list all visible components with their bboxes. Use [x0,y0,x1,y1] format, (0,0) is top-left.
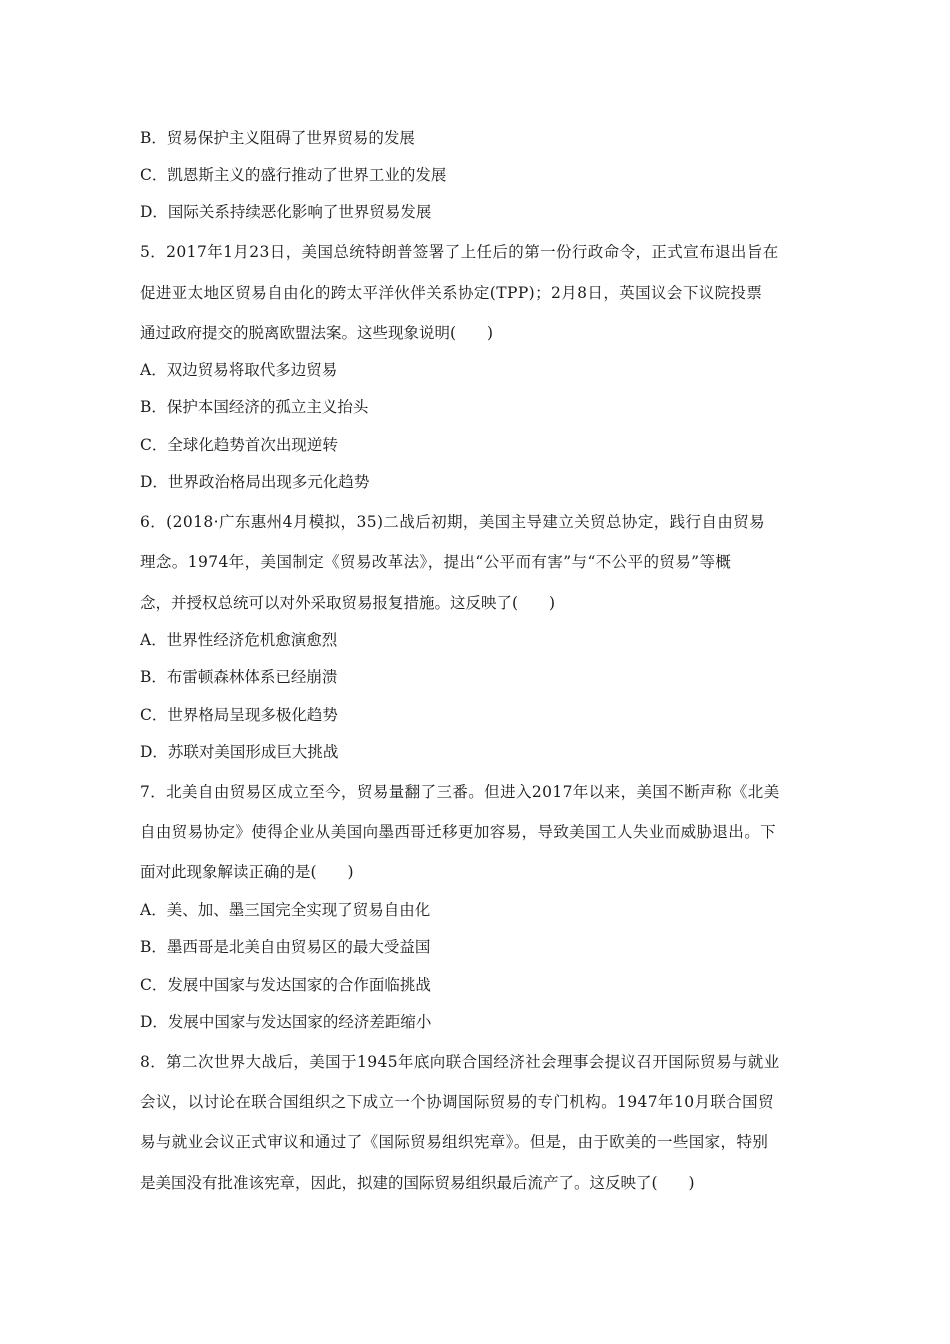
q5-stem-line-1: 5．2017年1月23日，美国总统特朗普签署了上任后的第一份行政命令，正式宣布退出旨在 [140,243,779,261]
q8-stem-line-1: 8．第二次世界大战后，美国于1945年底向联合国经济社会理事会提议召开国际贸易与就业 [140,1053,780,1071]
q7-option-b: B．墨西哥是北美自由贸易区的最大受益国 [140,938,431,956]
q7-stem-line-1: 7．北美自由贸易区成立至今，贸易量翻了三番。但进入2017年以来，美国不断声称《北美 [140,783,780,801]
q8-stem-line-2: 会议，以讨论在联合国组织之下成立一个协调国际贸易的专门机构。1947年10月联合国贸 [140,1093,774,1111]
q5-option-c: C．全球化趋势首次出现逆转 [140,436,338,454]
q4-option-b: B．贸易保护主义阻碍了世界贸易的发展 [140,129,415,147]
q6-option-c: C．世界格局呈现多极化趋势 [140,706,338,724]
q7-option-d: D．发展中国家与发达国家的经济差距缩小 [140,1013,432,1031]
q6-stem-line-2: 理念。1974年，美国制定《贸易改革法》，提出“公平而有害”与“不公平的贸易”等概 [140,553,732,571]
q4-option-d: D．国际关系持续恶化影响了世界贸易发展 [140,203,432,221]
q5-option-b: B．保护本国经济的孤立主义抬头 [140,398,369,416]
q5-stem-line-2: 促进亚太地区贸易自由化的跨太平洋伙伴关系协定(TPP)；2月8日，英国议会下议院投票 [140,284,763,302]
q6-option-d: D．苏联对美国形成巨大挑战 [140,743,339,761]
q4-option-c: C．凯恩斯主义的盛行推动了世界工业的发展 [140,166,447,184]
q6-option-b: B．布雷顿森林体系已经崩溃 [140,668,338,686]
q6-stem-line-3: 念，并授权总统可以对外采取贸易报复措施。这反映了( ) [140,594,556,612]
q8-stem-line-3: 易与就业会议正式审议和通过了《国际贸易组织宪章》。但是，由于欧美的一些国家，特别 [140,1133,769,1151]
q6-stem-line-1: 6．(2018·广东惠州4月模拟，35)二战后初期，美国主导建立关贸总协定，践行自由贸易 [140,513,766,531]
q7-option-a: A．美、加、墨三国完全实现了贸易自由化 [140,901,431,919]
q5-option-a: A．双边贸易将取代多边贸易 [140,361,338,379]
q8-stem-line-4: 是美国没有批准该宪章，因此，拟建的国际贸易组织最后流产了。这反映了( ) [140,1174,695,1192]
q5-option-d: D．世界政治格局出现多元化趋势 [140,473,370,491]
q5-stem-line-3: 通过政府提交的脱离欧盟法案。这些现象说明( ) [140,324,494,342]
q6-option-a: A．世界性经济危机愈演愈烈 [140,631,338,649]
q7-stem-line-3: 面对此现象解读正确的是( ) [140,863,354,881]
q7-stem-line-2: 自由贸易协定》使得企业从美国向墨西哥迁移更加容易，导致美国工人失业而威胁退出。下 [140,823,777,841]
q7-option-c: C．发展中国家与发达国家的合作面临挑战 [140,976,431,994]
